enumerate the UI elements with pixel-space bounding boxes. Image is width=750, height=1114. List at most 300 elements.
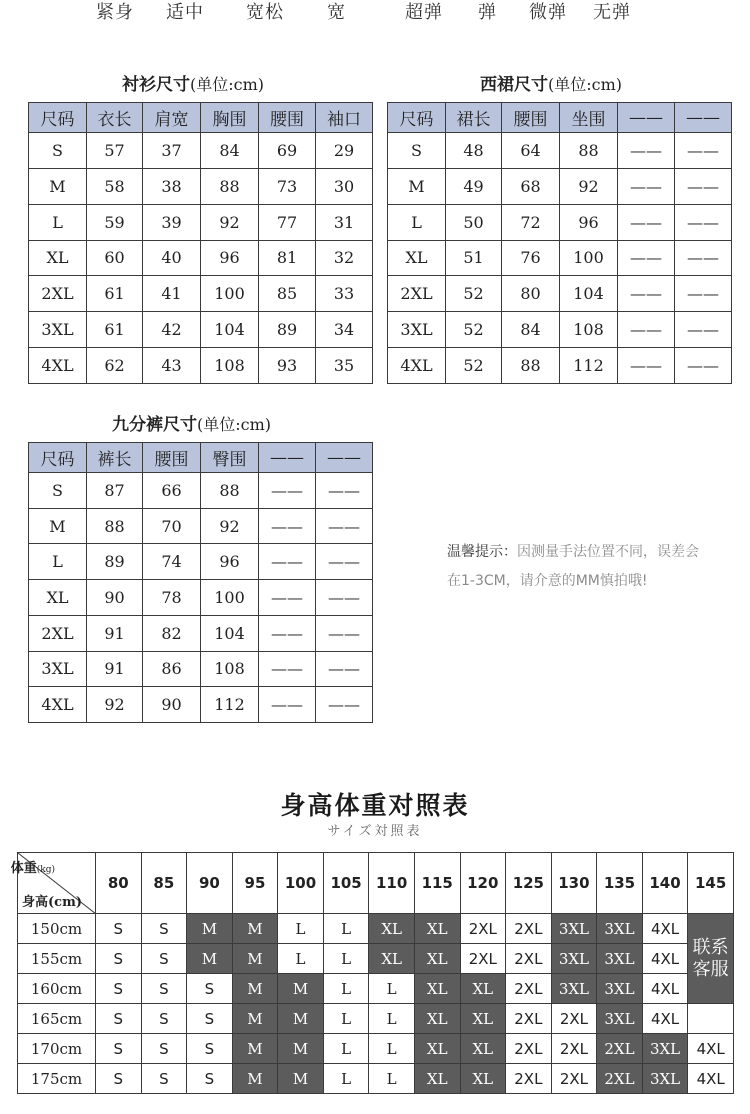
value-cell: 48 [446, 133, 502, 169]
size-cell: S [96, 1034, 142, 1064]
size-cell: L [369, 1034, 415, 1064]
size-cell: 2XL [460, 914, 506, 944]
size-cell: XL [460, 974, 506, 1004]
stretch-label: 超弹 [405, 2, 443, 23]
table-row [29, 312, 373, 348]
value-cell: —— [316, 473, 373, 509]
value-cell: —— [618, 133, 675, 169]
height-label: 165cm [18, 1004, 96, 1034]
weight-header: 95 [232, 853, 278, 914]
size-cell: 3XL [597, 914, 643, 944]
size-cell: 2XL [506, 914, 552, 944]
value-cell: 96 [201, 240, 259, 276]
stretch-label: 紧身 [96, 2, 134, 23]
size-cell: S [187, 974, 233, 1004]
size-cell: 2XL [29, 276, 87, 312]
size-cell: M [29, 508, 87, 544]
weight-header: 125 [506, 853, 552, 914]
table-row [29, 276, 373, 312]
size-cell: 2XL [388, 276, 446, 312]
value-cell: —— [675, 348, 732, 384]
stretch-label: 无弹 [593, 2, 631, 23]
size-cell: 4XL [642, 914, 688, 944]
value-cell: 90 [87, 580, 143, 616]
value-cell: 69 [259, 133, 316, 169]
size-cell: 3XL [551, 944, 597, 974]
weight-header: 140 [642, 853, 688, 914]
corner-weight-text: 体重 [10, 861, 37, 876]
height-weight-table [10, 852, 734, 1094]
size-cell: S [187, 1004, 233, 1034]
value-cell: —— [675, 240, 732, 276]
table-row [29, 687, 373, 723]
pants-size-table [28, 442, 373, 723]
value-cell: —— [259, 615, 316, 651]
value-cell: —— [316, 615, 373, 651]
size-cell: 4XL [29, 348, 87, 384]
stretch-label: 宽松 [246, 2, 284, 23]
corner-weight-label [11, 857, 55, 876]
column-header: —— [618, 103, 675, 133]
table-row [29, 204, 373, 240]
shirt-table-title [122, 70, 264, 95]
value-cell: 60 [87, 240, 143, 276]
value-cell: 72 [502, 204, 560, 240]
size-cell: L [388, 204, 446, 240]
shirt-title-unit: (单位:cm) [190, 75, 265, 94]
size-cell: XL [414, 1004, 460, 1034]
stretch-label: 微弹 [529, 2, 567, 23]
height-label: 150cm [18, 914, 96, 944]
column-header: 腰围 [502, 103, 560, 133]
column-header: 臀围 [201, 443, 259, 473]
height-row [18, 1064, 734, 1094]
value-cell: 64 [502, 133, 560, 169]
value-cell: 32 [316, 240, 373, 276]
value-cell: —— [675, 204, 732, 240]
size-cell: S [141, 944, 187, 974]
value-cell: 88 [560, 133, 618, 169]
table-row [388, 168, 732, 204]
skirt-size-table [387, 102, 732, 384]
value-cell: 104 [201, 312, 259, 348]
size-cell: 2XL [551, 1034, 597, 1064]
size-cell: L [278, 944, 324, 974]
size-cell: S [187, 1034, 233, 1064]
size-cell: L [323, 944, 369, 974]
size-cell: 4XL [642, 944, 688, 974]
size-cell: XL [414, 974, 460, 1004]
value-cell: 88 [502, 348, 560, 384]
column-header: 袖口 [316, 103, 373, 133]
size-cell: S [388, 133, 446, 169]
size-cell: XL [369, 914, 415, 944]
size-cell: 4XL [688, 1034, 734, 1064]
value-cell: 62 [87, 348, 143, 384]
size-cell: 2XL [506, 944, 552, 974]
size-cell: M [278, 1004, 324, 1034]
size-cell: 3XL [388, 312, 446, 348]
size-cell: 3XL [551, 974, 597, 1004]
size-cell: 2XL [506, 1064, 552, 1094]
value-cell: 88 [201, 168, 259, 204]
value-cell: 70 [143, 508, 201, 544]
height-row [18, 1034, 734, 1064]
size-cell: S [141, 914, 187, 944]
column-header: 腰围 [143, 443, 201, 473]
value-cell: —— [259, 508, 316, 544]
size-cell: XL [414, 914, 460, 944]
value-cell: 29 [316, 133, 373, 169]
column-header: 裙长 [446, 103, 502, 133]
column-header: 肩宽 [143, 103, 201, 133]
size-cell: 3XL [29, 651, 87, 687]
size-cell: 3XL [551, 914, 597, 944]
reference-title: 身高体重对照表 [280, 791, 470, 820]
size-cell: M [388, 168, 446, 204]
size-cell: M [232, 974, 278, 1004]
size-cell: 3XL [642, 1034, 688, 1064]
weight-header: 130 [551, 853, 597, 914]
stretch-label: 弹 [478, 2, 497, 23]
weight-header: 135 [597, 853, 643, 914]
table-row [29, 615, 373, 651]
value-cell: —— [316, 687, 373, 723]
column-header: 尺码 [29, 103, 87, 133]
height-row [18, 1004, 734, 1034]
value-cell: 90 [143, 687, 201, 723]
size-cell: M [187, 944, 233, 974]
height-row [18, 974, 734, 1004]
value-cell: 80 [502, 276, 560, 312]
height-label: 155cm [18, 944, 96, 974]
value-cell: 40 [143, 240, 201, 276]
size-cell: S [141, 1064, 187, 1094]
height-row [18, 914, 734, 944]
size-cell: XL [414, 1064, 460, 1094]
size-cell: S [29, 473, 87, 509]
size-cell: XL [460, 1034, 506, 1064]
table-row [29, 473, 373, 509]
value-cell: —— [618, 204, 675, 240]
value-cell: 39 [143, 204, 201, 240]
value-cell: —— [618, 168, 675, 204]
tip-label: 温馨提示： [447, 544, 517, 560]
size-cell: S [96, 1004, 142, 1034]
value-cell: 68 [502, 168, 560, 204]
size-cell: M [278, 1034, 324, 1064]
value-cell: 30 [316, 168, 373, 204]
pants-title-text: 九分裤尺寸 [112, 415, 197, 435]
value-cell: —— [316, 544, 373, 580]
column-header: —— [316, 443, 373, 473]
pants-table-title [112, 410, 271, 435]
value-cell: 61 [87, 276, 143, 312]
skirt-title-text: 西裙尺寸 [480, 75, 548, 95]
size-cell: XL [414, 1034, 460, 1064]
size-cell: L [278, 914, 324, 944]
shirt-title-text: 衬衫尺寸 [122, 75, 190, 95]
value-cell: 96 [201, 544, 259, 580]
size-cell: S [96, 944, 142, 974]
value-cell: 52 [446, 348, 502, 384]
size-cell: L [323, 914, 369, 944]
value-cell: 66 [143, 473, 201, 509]
column-header: —— [675, 103, 732, 133]
size-cell: L [29, 204, 87, 240]
size-cell: S [96, 1064, 142, 1094]
skirt-table-title [480, 70, 622, 95]
value-cell: 93 [259, 348, 316, 384]
value-cell: 112 [560, 348, 618, 384]
value-cell: 104 [201, 615, 259, 651]
size-cell: XL [369, 944, 415, 974]
value-cell: —— [316, 508, 373, 544]
value-cell: 88 [87, 508, 143, 544]
size-cell: XL [414, 944, 460, 974]
size-cell: 4XL [688, 1064, 734, 1094]
value-cell: 92 [87, 687, 143, 723]
value-cell: 52 [446, 276, 502, 312]
column-header: 裤长 [87, 443, 143, 473]
value-cell: —— [259, 544, 316, 580]
size-cell: M [232, 1004, 278, 1034]
value-cell: 89 [259, 312, 316, 348]
size-cell: L [369, 1064, 415, 1094]
size-cell: M [278, 974, 324, 1004]
value-cell: 84 [502, 312, 560, 348]
weight-header-row [18, 853, 734, 914]
value-cell: 38 [143, 168, 201, 204]
size-cell: M [29, 168, 87, 204]
size-cell: L [323, 1034, 369, 1064]
size-cell: 3XL [29, 312, 87, 348]
value-cell: 52 [446, 312, 502, 348]
value-cell: —— [618, 348, 675, 384]
size-cell: S [141, 1004, 187, 1034]
size-cell: L [369, 1004, 415, 1034]
size-cell: M [232, 1034, 278, 1064]
stretch-label: 宽 [327, 2, 346, 23]
size-cell: L [323, 1064, 369, 1094]
size-cell: 2XL [506, 1004, 552, 1034]
column-header: 坐围 [560, 103, 618, 133]
size-cell: S [96, 974, 142, 1004]
weight-header: 145 [688, 853, 734, 914]
height-label: 170cm [18, 1034, 96, 1064]
table-header-row [29, 443, 373, 473]
value-cell: 73 [259, 168, 316, 204]
height-row [18, 944, 734, 974]
size-cell: S [187, 1064, 233, 1094]
table-row [388, 240, 732, 276]
table-row [388, 133, 732, 169]
value-cell: 92 [201, 508, 259, 544]
column-header: 胸围 [201, 103, 259, 133]
value-cell: 100 [201, 580, 259, 616]
reference-subtitle: サイズ対照表 [327, 824, 423, 839]
value-cell: 77 [259, 204, 316, 240]
column-header: 尺码 [29, 443, 87, 473]
value-cell: —— [618, 312, 675, 348]
column-header: 尺码 [388, 103, 446, 133]
size-cell: L [29, 544, 87, 580]
value-cell: 88 [201, 473, 259, 509]
size-cell: XL [460, 1004, 506, 1034]
weight-header: 110 [369, 853, 415, 914]
value-cell: 81 [259, 240, 316, 276]
value-cell: 49 [446, 168, 502, 204]
size-cell: M [232, 1064, 278, 1094]
size-cell: 4XL [29, 687, 87, 723]
value-cell: 112 [201, 687, 259, 723]
table-row [388, 276, 732, 312]
size-cell: S [29, 133, 87, 169]
contact-service-cell: 联系 客服 [688, 914, 734, 1004]
size-cell: M [278, 1064, 324, 1094]
weight-header: 120 [460, 853, 506, 914]
size-cell: 3XL [597, 974, 643, 1004]
table-row [29, 168, 373, 204]
size-cell: 2XL [29, 615, 87, 651]
size-cell: L [323, 1004, 369, 1034]
value-cell: 43 [143, 348, 201, 384]
table-row [29, 580, 373, 616]
value-cell: 61 [87, 312, 143, 348]
value-cell: 92 [201, 204, 259, 240]
value-cell: 33 [316, 276, 373, 312]
table-row [388, 204, 732, 240]
value-cell: —— [675, 276, 732, 312]
value-cell: 100 [560, 240, 618, 276]
weight-header: 85 [141, 853, 187, 914]
skirt-title-unit: (单位:cm) [548, 75, 623, 94]
table-row [29, 133, 373, 169]
size-cell: S [141, 1034, 187, 1064]
value-cell: 108 [201, 651, 259, 687]
value-cell: 84 [201, 133, 259, 169]
size-cell: 2XL [597, 1064, 643, 1094]
value-cell: 57 [87, 133, 143, 169]
size-cell: XL [460, 1064, 506, 1094]
value-cell: 58 [87, 168, 143, 204]
value-cell: 108 [201, 348, 259, 384]
size-cell: XL [388, 240, 446, 276]
value-cell: 96 [560, 204, 618, 240]
value-cell: 59 [87, 204, 143, 240]
value-cell: —— [675, 133, 732, 169]
value-cell: —— [675, 312, 732, 348]
size-cell: 2XL [460, 944, 506, 974]
size-cell: 4XL [388, 348, 446, 384]
height-label: 160cm [18, 974, 96, 1004]
size-cell: L [369, 974, 415, 1004]
value-cell: —— [259, 473, 316, 509]
value-cell: 86 [143, 651, 201, 687]
corner-cell [10, 853, 96, 914]
table-header-row [29, 103, 373, 133]
value-cell: 87 [87, 473, 143, 509]
size-cell: 3XL [597, 1004, 643, 1034]
size-cell: 4XL [642, 974, 688, 1004]
column-header: —— [259, 443, 316, 473]
size-cell: XL [29, 240, 87, 276]
size-cell: 2XL [506, 974, 552, 1004]
size-cell: 3XL [642, 1064, 688, 1094]
value-cell: 37 [143, 133, 201, 169]
size-cell: 2XL [506, 1034, 552, 1064]
table-row [29, 544, 373, 580]
value-cell: 104 [560, 276, 618, 312]
value-cell: 78 [143, 580, 201, 616]
size-cell: XL [29, 580, 87, 616]
value-cell: 51 [446, 240, 502, 276]
value-cell: —— [259, 687, 316, 723]
table-row [29, 348, 373, 384]
value-cell: 41 [143, 276, 201, 312]
value-cell: —— [259, 651, 316, 687]
value-cell: 34 [316, 312, 373, 348]
value-cell: 31 [316, 204, 373, 240]
weight-header: 90 [187, 853, 233, 914]
table-row [29, 240, 373, 276]
weight-header: 80 [96, 853, 142, 914]
value-cell: —— [259, 580, 316, 616]
table-header-row [388, 103, 732, 133]
size-cell: M [232, 914, 278, 944]
size-cell: M [187, 914, 233, 944]
height-label: 175cm [18, 1064, 96, 1094]
weight-header: 105 [323, 853, 369, 914]
column-header: 衣长 [87, 103, 143, 133]
value-cell: 92 [560, 168, 618, 204]
size-cell: 2XL [597, 1034, 643, 1064]
weight-header: 100 [278, 853, 324, 914]
value-cell: —— [316, 580, 373, 616]
size-cell: 2XL [551, 1004, 597, 1034]
value-cell: 108 [560, 312, 618, 348]
value-cell: 35 [316, 348, 373, 384]
shirt-size-table [28, 102, 373, 384]
size-cell: M [232, 944, 278, 974]
value-cell: —— [618, 276, 675, 312]
value-cell: 100 [201, 276, 259, 312]
corner-height-label: 身高(cm) [22, 895, 82, 910]
value-cell: 50 [446, 204, 502, 240]
value-cell: 91 [87, 651, 143, 687]
table-row [388, 348, 732, 384]
value-cell: —— [618, 240, 675, 276]
value-cell: 89 [87, 544, 143, 580]
table-row [29, 508, 373, 544]
value-cell: 76 [502, 240, 560, 276]
value-cell: —— [675, 168, 732, 204]
table-row [29, 651, 373, 687]
stretch-legend [0, 0, 750, 23]
value-cell: —— [316, 651, 373, 687]
value-cell: 82 [143, 615, 201, 651]
size-cell: 3XL [597, 944, 643, 974]
size-cell: S [141, 974, 187, 1004]
size-cell: 2XL [551, 1064, 597, 1094]
value-cell: 42 [143, 312, 201, 348]
measurement-tip [447, 538, 707, 596]
size-cell [688, 1004, 734, 1034]
weight-header: 115 [414, 853, 460, 914]
size-cell: L [323, 974, 369, 1004]
value-cell: 74 [143, 544, 201, 580]
stretch-label: 适中 [166, 2, 204, 23]
